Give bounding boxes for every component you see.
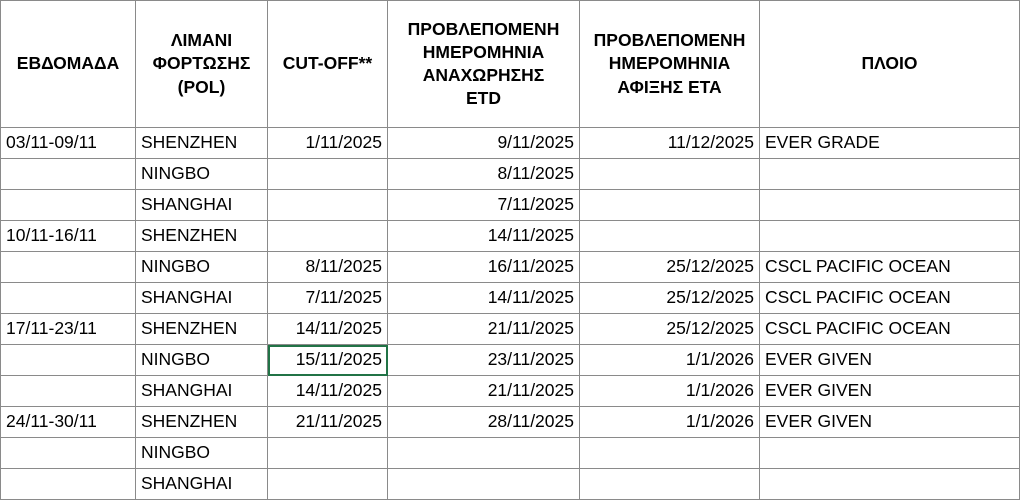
cell-etd[interactable] [388,469,580,500]
table-row [1,469,1020,500]
cell-vessel[interactable]: EVER GIVEN [760,407,1020,438]
cell-week[interactable]: 03/11-09/11 [1,128,136,159]
cell-week[interactable]: 17/11-23/11 [1,314,136,345]
cell-pol[interactable]: NINGBO [136,252,268,283]
cell-cutoff[interactable] [268,469,388,500]
cell-eta[interactable]: 1/1/2026 [580,407,760,438]
table-row [1,159,1020,190]
header-line: ΗΜΕΡΟΜΗΝΙΑ [608,53,731,74]
cell-vessel[interactable]: CSCL PACIFIC OCEAN [760,314,1020,345]
cell-pol[interactable]: SHENZHEN [136,128,268,159]
cell-etd[interactable]: 8/11/2025 [388,159,580,190]
cell-etd[interactable]: 28/11/2025 [388,407,580,438]
cell-pol[interactable]: SHANGHAI [136,376,268,407]
cell-cutoff[interactable]: 7/11/2025 [268,283,388,314]
cell-week[interactable] [1,159,136,190]
cell-cutoff[interactable] [268,159,388,190]
cell-week[interactable] [1,283,136,314]
cell-pol[interactable]: SHENZHEN [136,314,268,345]
cell-vessel[interactable] [760,221,1020,252]
table-row [1,283,1020,314]
column-header-week[interactable] [1,1,136,128]
cell-week[interactable] [1,438,136,469]
cell-eta[interactable] [580,221,760,252]
cell-etd[interactable]: 21/11/2025 [388,314,580,345]
cell-vessel[interactable]: EVER GIVEN [760,376,1020,407]
cell-pol[interactable]: SHANGHAI [136,283,268,314]
cell-etd[interactable]: 23/11/2025 [388,345,580,376]
header-line: ΕΒΔΟΜΑΔΑ [16,53,120,74]
cell-eta[interactable]: 25/12/2025 [580,314,760,345]
cell-week[interactable]: 10/11-16/11 [1,221,136,252]
column-header-cutoff[interactable] [268,1,388,128]
column-header-etd[interactable] [388,1,580,128]
header-line: ΠΛΟΙΟ [861,53,918,74]
header-line: ΛΙΜΑΝΙ [170,30,233,51]
table-body [1,128,1020,500]
header-line: (POL) [177,76,226,97]
cell-cutoff[interactable]: 8/11/2025 [268,252,388,283]
cell-cutoff[interactable]: 14/11/2025 [268,314,388,345]
cell-vessel[interactable] [760,190,1020,221]
header-line: ΦΟΡΤΩΣΗΣ [152,53,251,74]
cell-vessel[interactable]: EVER GIVEN [760,345,1020,376]
cell-eta[interactable] [580,190,760,221]
cell-cutoff[interactable] [268,438,388,469]
cell-etd[interactable]: 14/11/2025 [388,221,580,252]
cell-eta[interactable] [580,159,760,190]
column-header-pol[interactable] [136,1,268,128]
header-line: ETD [466,88,501,109]
cell-cutoff[interactable]: 21/11/2025 [268,407,388,438]
header-line: ΑΦΙΞΗΣ ETA [617,76,722,97]
cell-vessel[interactable] [760,159,1020,190]
table-row [1,128,1020,159]
column-header-vessel[interactable] [760,1,1020,128]
cell-cutoff[interactable] [268,221,388,252]
column-header-eta[interactable] [580,1,760,128]
cell-week[interactable] [1,190,136,221]
table-header [1,1,1020,128]
table-row [1,252,1020,283]
cell-pol[interactable]: SHANGHAI [136,190,268,221]
cell-pol[interactable]: NINGBO [136,345,268,376]
cell-pol[interactable]: SHANGHAI [136,469,268,500]
cell-pol[interactable]: NINGBO [136,159,268,190]
cell-eta[interactable]: 25/12/2025 [580,283,760,314]
cell-vessel[interactable]: CSCL PACIFIC OCEAN [760,252,1020,283]
cell-eta[interactable]: 1/1/2026 [580,345,760,376]
cell-eta[interactable] [580,469,760,500]
table-row [1,345,1020,376]
cell-pol[interactable]: SHENZHEN [136,407,268,438]
cell-vessel[interactable]: CSCL PACIFIC OCEAN [760,283,1020,314]
header-line: ΗΜΕΡΟΜΗΝΙΑ [422,41,545,62]
header-line: CUT-OFF** [282,53,373,74]
cell-cutoff[interactable]: 1/11/2025 [268,128,388,159]
cell-week[interactable] [1,345,136,376]
header-line: ΑΝΑΧΩΡΗΣΗΣ [422,65,545,85]
cell-etd[interactable]: 21/11/2025 [388,376,580,407]
cell-week[interactable] [1,376,136,407]
table-header-row [1,1,1020,128]
header-line: ΠΡΟΒΛΕΠΟΜΕΝΗ [407,18,560,39]
cell-eta[interactable] [580,438,760,469]
table-row [1,407,1020,438]
header-line: ΠΡΟΒΛΕΠΟΜΕΝΗ [593,30,746,51]
cell-etd[interactable]: 9/11/2025 [388,128,580,159]
cell-etd[interactable] [388,438,580,469]
cell-week[interactable] [1,469,136,500]
table-row [1,376,1020,407]
cell-pol[interactable]: NINGBO [136,438,268,469]
cell-cutoff[interactable]: 14/11/2025 [268,376,388,407]
cell-vessel[interactable] [760,469,1020,500]
cell-eta[interactable]: 25/12/2025 [580,252,760,283]
cell-eta[interactable]: 1/1/2026 [580,376,760,407]
cell-vessel[interactable]: EVER GRADE [760,128,1020,159]
cell-eta[interactable]: 11/12/2025 [580,128,760,159]
table-row [1,438,1020,469]
cell-week[interactable] [1,252,136,283]
cell-vessel[interactable] [760,438,1020,469]
cell-cutoff[interactable]: 15/11/2025 [268,345,388,376]
table-row [1,190,1020,221]
cell-etd[interactable]: 7/11/2025 [388,190,580,221]
table-row [1,221,1020,252]
cell-pol[interactable]: SHENZHEN [136,221,268,252]
cell-cutoff[interactable] [268,190,388,221]
cell-week[interactable]: 24/11-30/11 [1,407,136,438]
cell-etd[interactable]: 14/11/2025 [388,283,580,314]
cell-etd[interactable]: 16/11/2025 [388,252,580,283]
table-row [1,314,1020,345]
